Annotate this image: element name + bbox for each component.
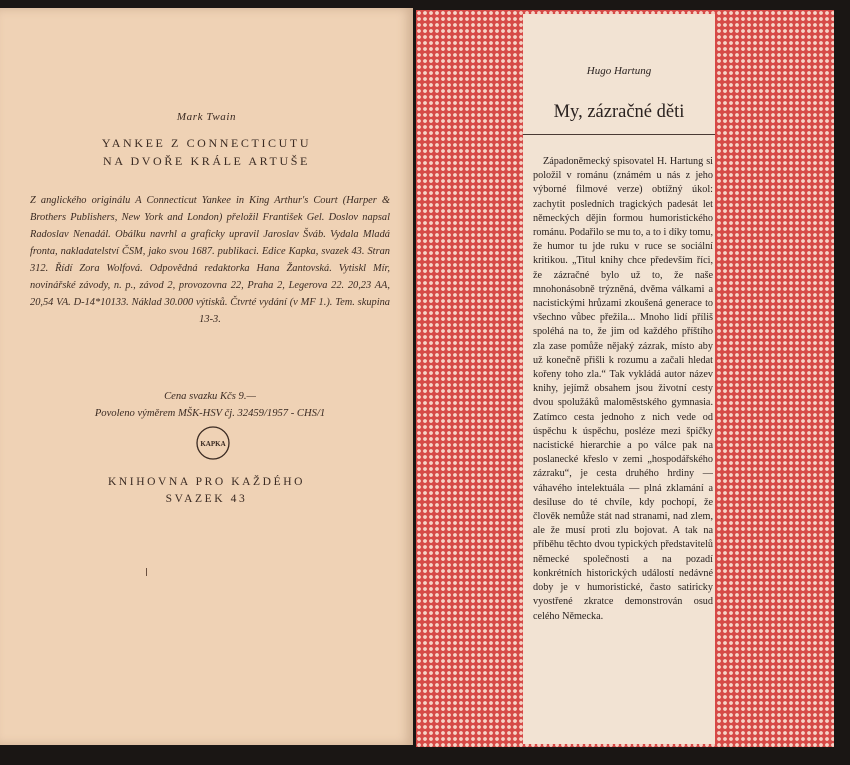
kapka-logo: [195, 425, 231, 461]
title-line: YANKEE Z CONNECTICUTU: [101, 136, 312, 150]
cover-title: My, zázračné děti: [553, 102, 685, 122]
left-book-page: [0, 8, 413, 745]
imprint-text: Z anglického originálu A Connecticut Yankee in King Arthur's Court (Harper & Brothers Publishers, New York and London) přeložil František Gel. Doslov napsal Radoslav Nenadál. Obálku navrhl a graficky upravil Jaroslav Šváb. Vydala Mladá fronta, nakladatelství ČSM, jako svou 1687. publikaci. Edice Kapka, svazek 43. Stran 312. Řídí Zora Wolfová. Odpovědná redaktorka Hana Žantovská. Vytiskl Mír, novinářské závody, n. p., závod 2, provozovna 22, Praha 2, Legerova 22. 20,23 AA, 20,54 VA. D-14*10133. Náklad 30.000 výtisků. Čtvrté vydání (v MF 1.). Tem. skupina 13-3.: [30, 195, 390, 325]
title-divider: [523, 134, 715, 135]
pencil-mark-icon: [145, 568, 148, 576]
cover-blurb: Západoněmecký spisovatel H. Hartung si položil v románu (známém u nás z jeho výborné filmové verze) obtížný úkol: zachytit posledních tragických padesát let německých dějin formou humoristického románu. Podařilo se mu to, a to i díky tomu, že humor tu jde ruku v ruce se sociální kritikou. „Titul knihy chce především říci, že zázračné bylo už to, že naše mnohonásobně trýzněná, dvěma válkami a nacistickými hrůzami zkoušená generace to všechno vůbec přežila... Mnoho lidí příliš spoléhá na to, že jim od každého příštího zla zase pomůže nějaký zázrak, místo aby už konečně přišli k rozumu a začali hledat kořeny toho zla.“ Tak vykládá autor název knihy, jejímž obsahem jsou životní cesty dvou spolužáků maloměstského gymnasia. Zatímco cesta jednoho z nich vede od úspěchu k úspěchu, posléze mezi špičky nacistické hierarchie a po válce pak na poslanecké křeslo v zemi „hospodářského zázraku“, je cesta druhého hrdiny — váhavého intelektuála — plná zklamání a desiluse do té chvíle, kdy pochopí, že člověk nemůže stát nad stranami, nad zlem, ale že musí proti zlu bojovat. A tak na příběhu těchto dvou typických představitelů německé společnosti a na pozadí konkrétních historických událostí nedávné doby je v humoristické, často satiricky vyostřené zkratce demonstrován osud celého Německa.: [533, 156, 713, 622]
left-page-title: [0, 134, 413, 170]
logo-lettering: KAPKA: [200, 440, 226, 448]
left-page-author: Mark Twain: [176, 111, 237, 123]
series-name: KNIHOVNA PRO KAŽDÉHO: [107, 476, 306, 488]
series-info: [0, 474, 413, 508]
price-line: Cena svazku Kčs 9.—: [164, 391, 256, 402]
series-volume: SVAZEK 43: [165, 493, 248, 505]
approval-line: Povoleno výměrem MŠK-HSV čj. 32459/1957 - CHS/1: [94, 408, 326, 419]
title-line: NA DVOŘE KRÁLE ARTUŠE: [103, 154, 310, 168]
cover-author: Hugo Hartung: [586, 65, 652, 77]
cover-text-panel: [523, 14, 715, 744]
price-note: [30, 388, 390, 422]
